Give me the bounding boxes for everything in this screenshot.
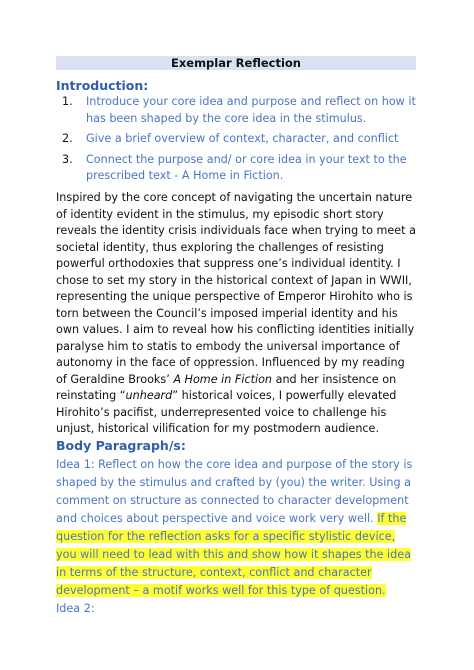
quoted-term: unheard: [125, 389, 173, 402]
introduction-paragraph: [56, 190, 418, 438]
list-number: 1.: [62, 95, 73, 108]
list-item: [62, 94, 422, 127]
introduction-list: [62, 94, 422, 189]
idea-1-text: Idea 1: Reflect on how the core idea and purpose of the story is shaped by the stimulus and crafted by (you) the writer. Using a comment on structure as connected to character development and choices about perspective and voice work very well.: [56, 458, 413, 525]
list-item-text: Give a brief overview of context, character, and conflict: [86, 132, 399, 145]
list-item: [62, 152, 422, 185]
list-number: 3.: [62, 152, 73, 166]
idea-2-text: Idea 2:: [56, 602, 95, 615]
body-ideas: [56, 456, 418, 618]
introduction-heading: Introduction:: [56, 78, 149, 93]
list-number: 2.: [62, 132, 73, 145]
body-paragraphs-heading: Body Paragraph/s:: [56, 438, 186, 453]
list-item: [62, 131, 422, 148]
document-title: Exemplar Reflection: [56, 56, 416, 70]
paragraph-text: ” historical voices, I powerfully elevated Hirohito’s pacifist, underrepresented voice to challenge his unjust, historical vilification for my postmodern audience.: [56, 389, 397, 435]
paragraph-text: Inspired by the core concept of navigating the uncertain nature of identity evident in the stimulus, my episodic short story reveals the identity crisis individuals face when trying to meet a societal identity, thus exploring the challenges of resisting powerful orthodoxies that suppress one’s individual identity. I chose to set my story in the historical context of Japan in WWII, representing the unique perspective of Emperor Hirohito who is torn between the Council’s imposed imperial identity and his own values. I aim to reveal how his conflicting identities initially paralyse him to statis to embody the universal importance of autonomy in the face of oppression. Influenced by my reading of Geraldine Brooks’: [56, 191, 416, 386]
idea-1-highlighted-text: If the question for the reflection asks for a specific stylistic device, you will need to lead with this and show how it shapes the idea in terms of the structure, context, conflict and character development – a motif works well for this type of question.: [56, 512, 411, 597]
list-item-text: Introduce your core idea and purpose and reflect on how it has been shaped by the core idea in the stimulus.: [86, 95, 416, 125]
book-title: A Home in Fiction: [173, 372, 273, 386]
paragraph-text: and her insistence on reinstating “: [56, 372, 397, 402]
list-item-text: Connect the purpose and/ or core idea in your text to the prescribed text - A Home in Fiction.: [86, 152, 407, 182]
